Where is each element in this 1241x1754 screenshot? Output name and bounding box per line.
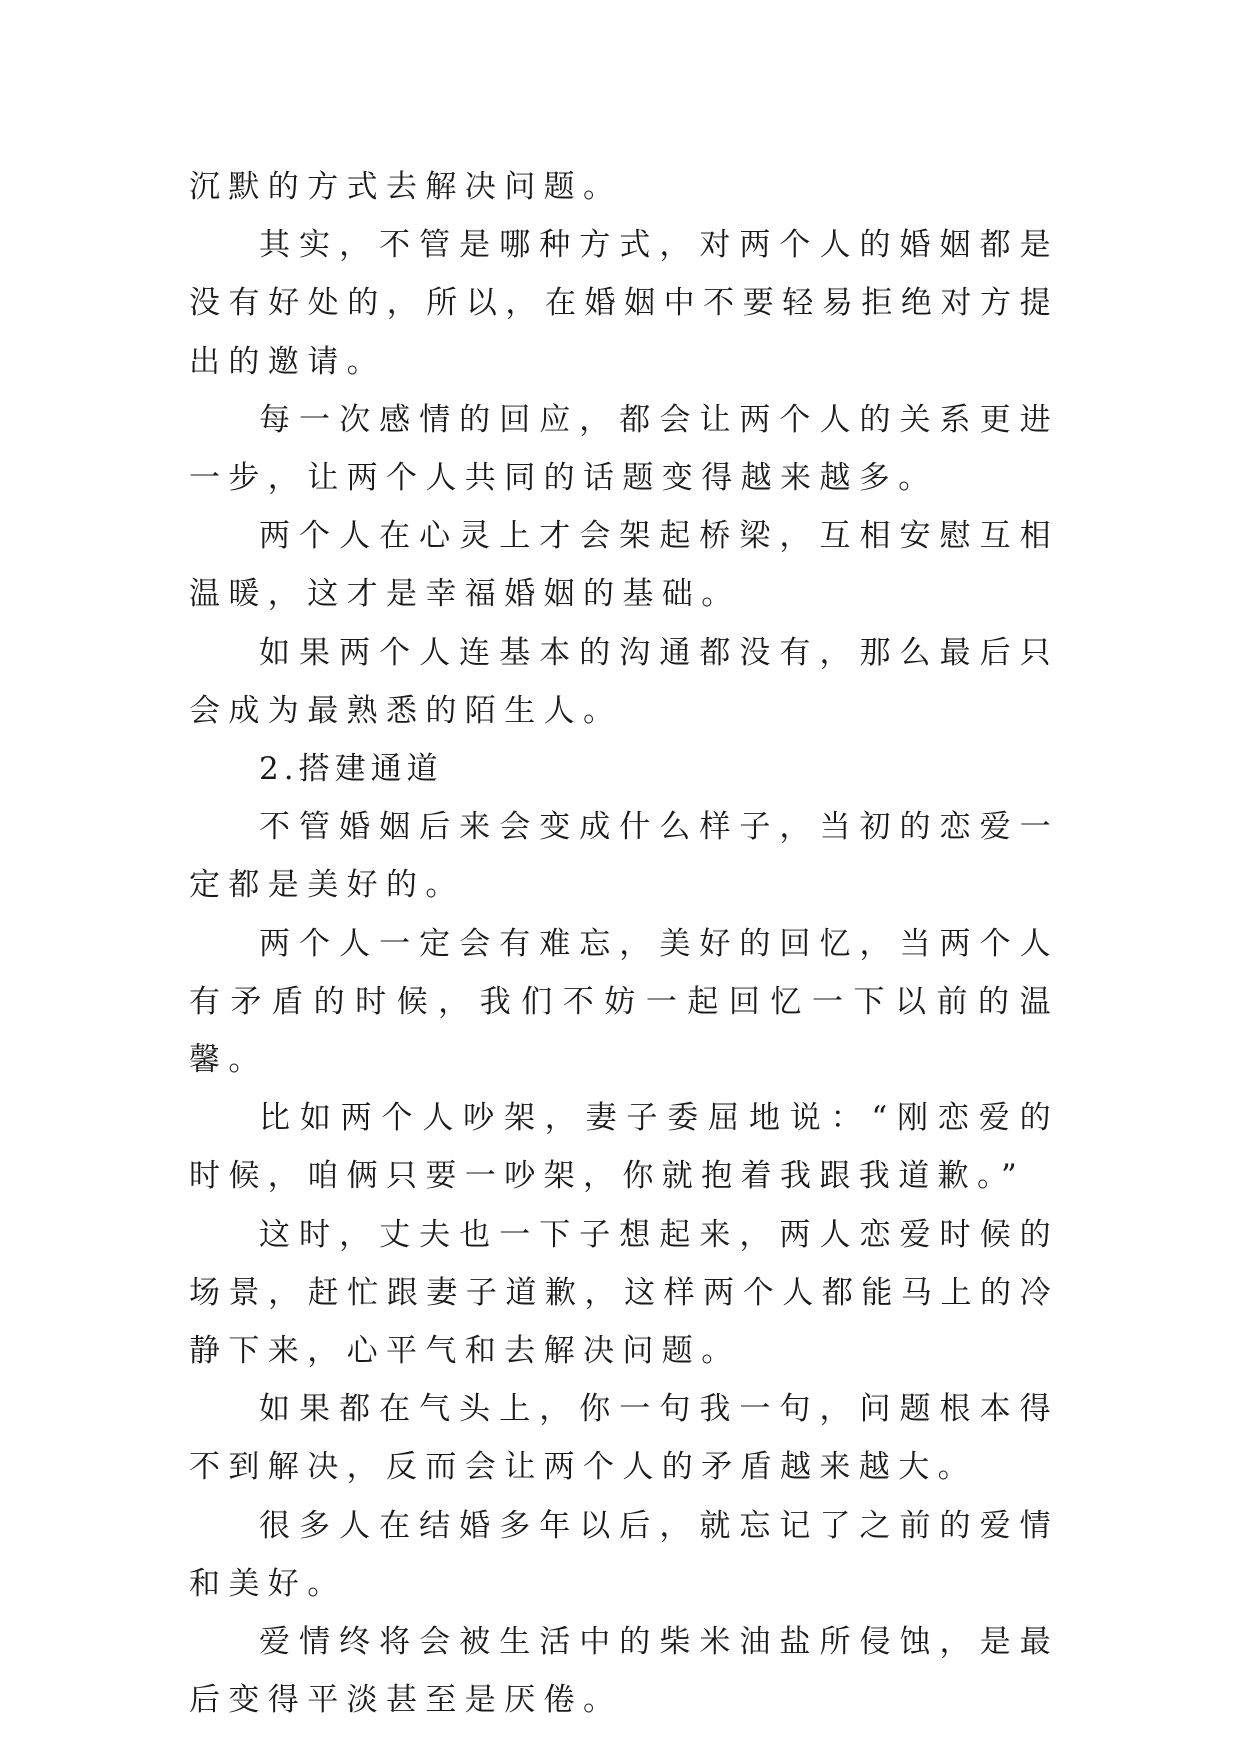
paragraph: 如果两个人连基本的沟通都没有，那么最后只会成为最熟悉的陌生人。	[189, 634, 1059, 729]
paragraph: 两个人在心灵上才会架起桥梁，互相安慰互相温暖，这才是幸福婚姻的基础。	[189, 518, 1059, 613]
paragraph: 每一次感情的回应，都会让两个人的关系更进一步，让两个人共同的话题变得越来越多。	[189, 401, 1059, 497]
paragraph: 其实，不管是哪种方式，对两个人的婚姻都是没有好处的，所以，在婚姻中不要轻易拒绝对方提出的邀请。	[189, 227, 1059, 380]
paragraph: 两个人一定会有难忘，美好的回忆，当两个人有矛盾的时候，我们不妨一起回忆一下以前的温馨。	[189, 925, 1059, 1079]
paragraph: 不管婚姻后来会变成什么样子，当初的恋爱一定都是美好的。	[189, 809, 1059, 904]
paragraph: 爱情终将会被生活中的柴米油盐所侵蚀，是最后变得平淡甚至是厌倦。	[189, 1624, 1059, 1719]
paragraph: 如果都在气头上，你一句我一句，问题根本得不到解决，反而会让两个人的矛盾越来越大。	[189, 1391, 1059, 1486]
paragraph: 很多人在结婚多年以后，就忘记了之前的爱情和美好。	[189, 1507, 1059, 1602]
paragraph-continuation: 沉默的方式去解决问题。	[189, 169, 623, 205]
document-body	[189, 158, 1059, 1729]
paragraph: 这时，丈夫也一下子想起来，两人恋爱时候的场景，赶忙跟妻子道歉，这样两个人都能马上的冷静下来，心平气和去解决问题。	[189, 1216, 1059, 1370]
paragraph: 比如两个人吵架，妻子委屈地说：“刚恋爱的时候，咱俩只要一吵架，你就抱着我跟我道歉。”	[189, 1100, 1059, 1195]
section-heading: 2.搭建通道	[259, 751, 443, 788]
